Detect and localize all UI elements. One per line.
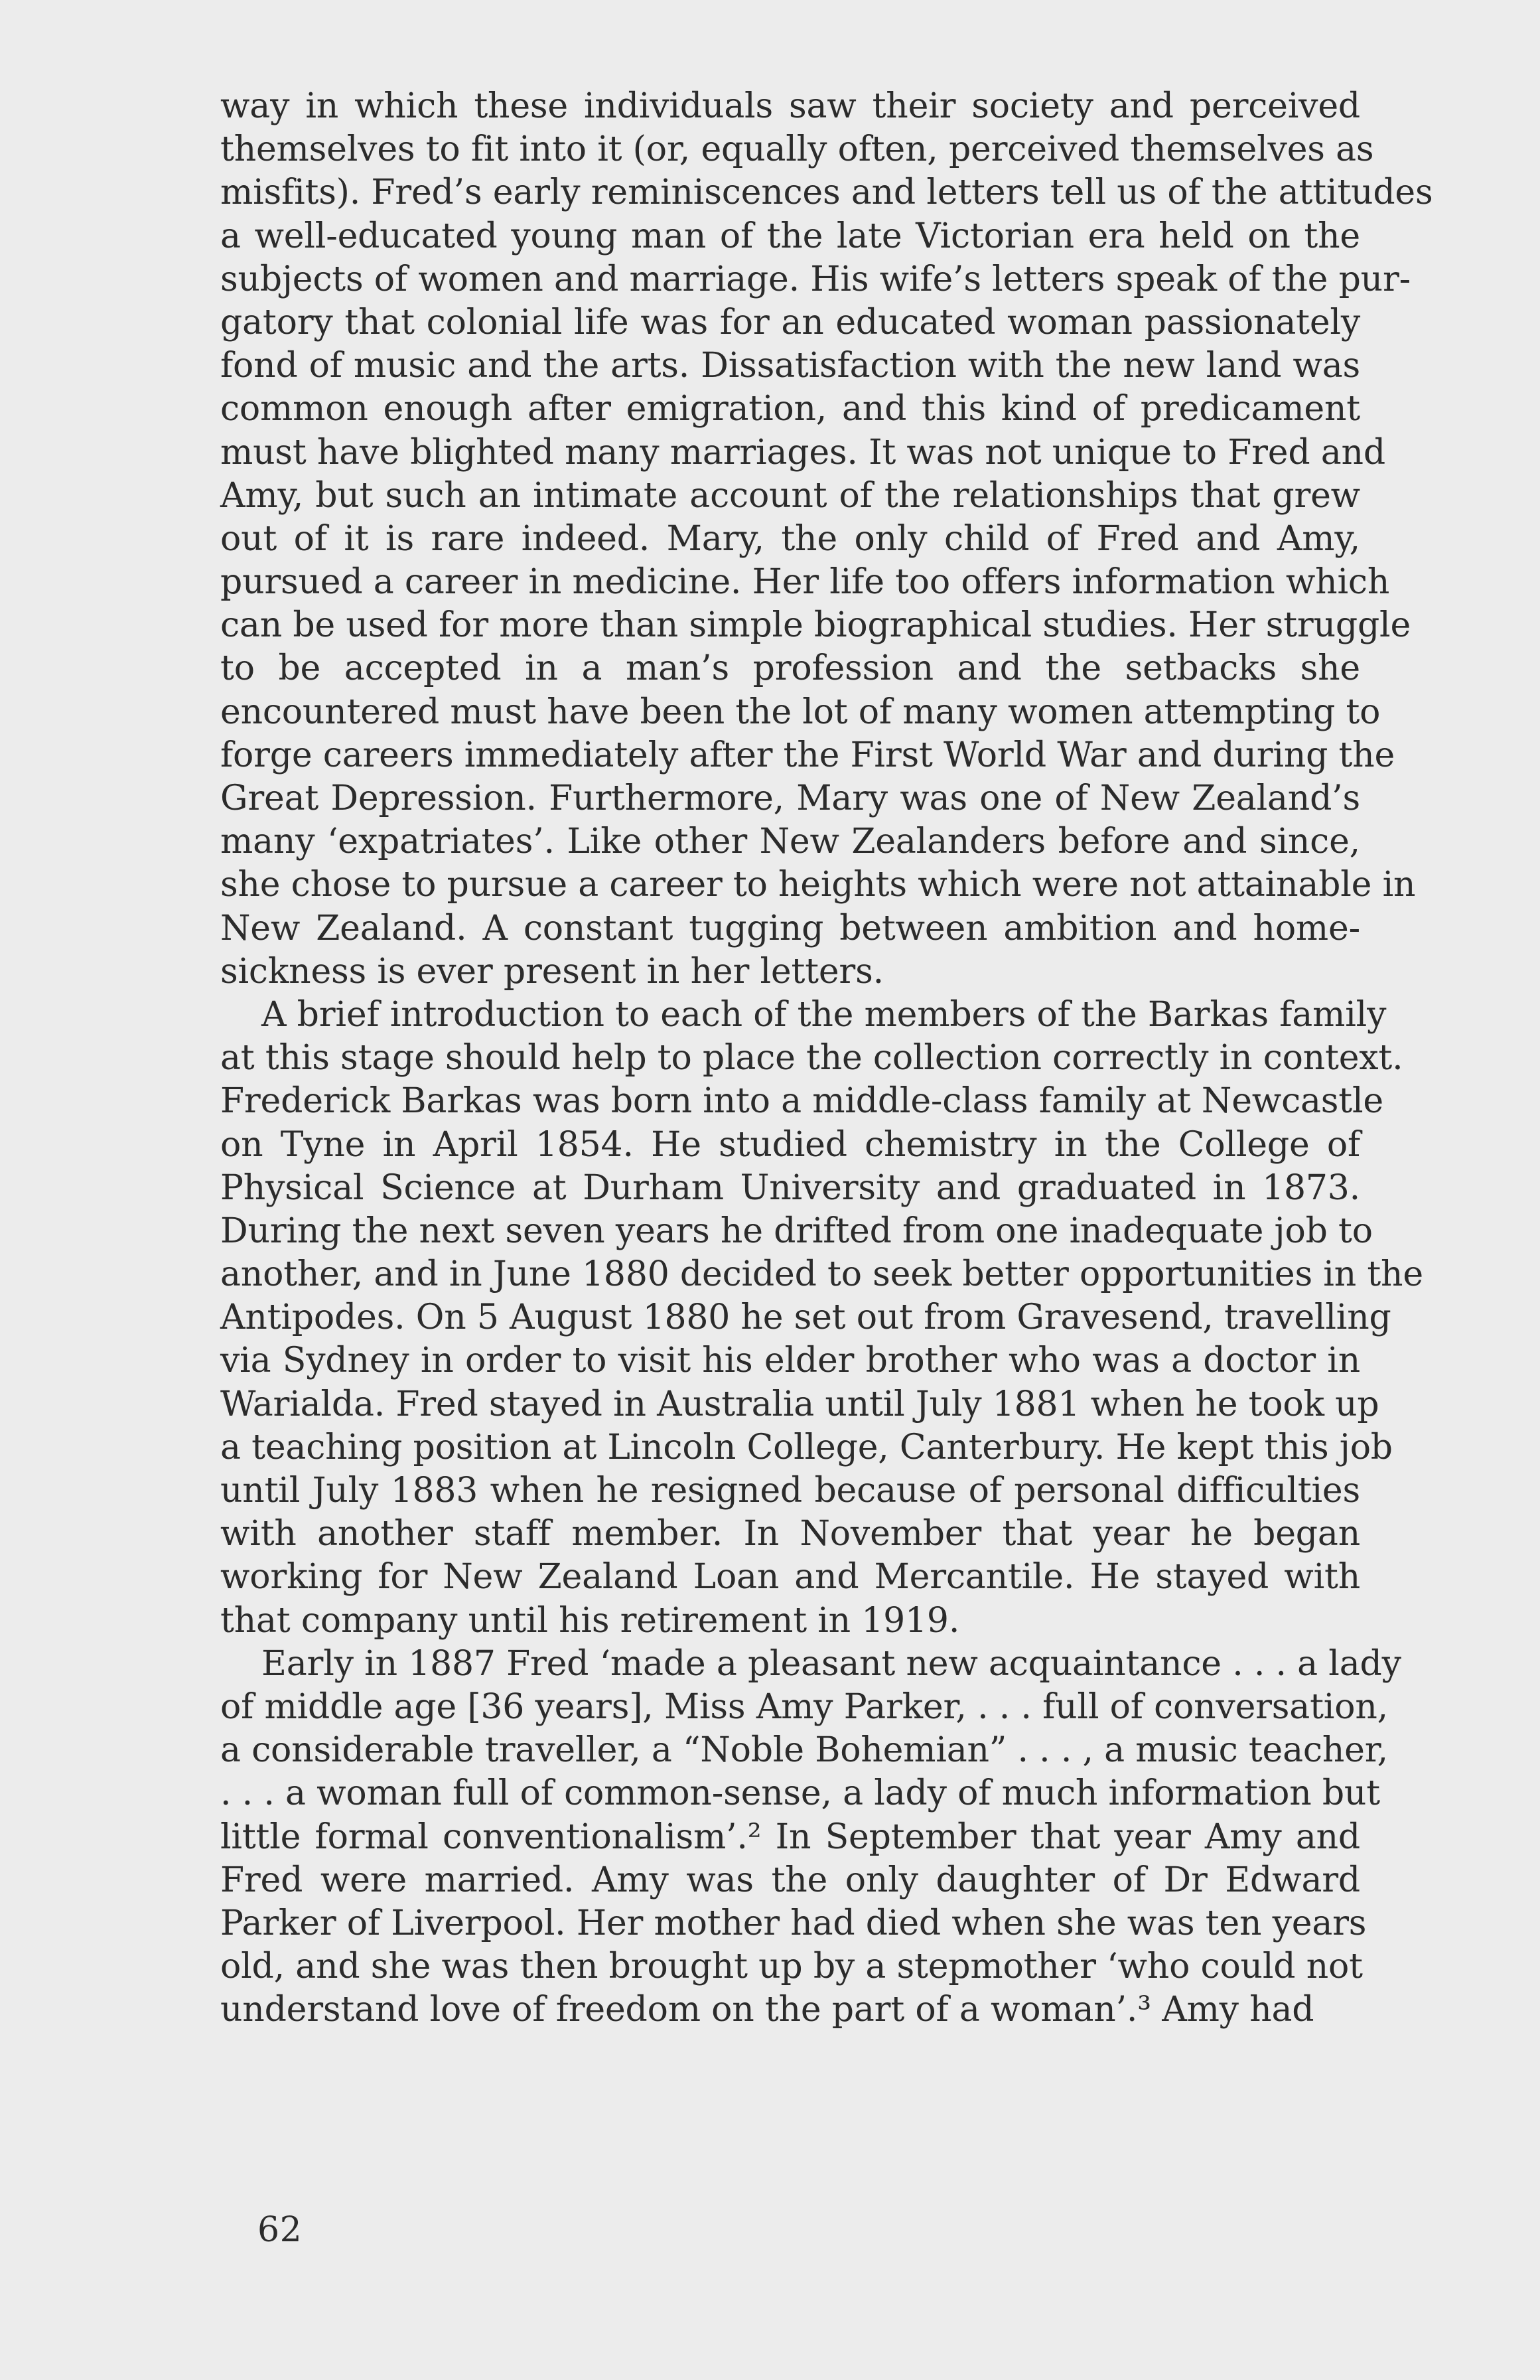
text-line: at this stage should help to place the collection correctly in context. <box>220 1038 1403 1078</box>
paragraph <box>220 85 1433 994</box>
text-line: A brief introduction to each of the members of the Barkas family <box>261 994 1387 1035</box>
text-line: forge careers immediately after the First World War and during the <box>220 735 1395 775</box>
text-line: gatory that colonial life was for an educated woman passionately <box>220 302 1360 342</box>
text-line: of middle age [36 years], Miss Amy Parker, . . . full of conversation, <box>220 1686 1388 1727</box>
text-line: misfits). Fred’s early reminiscences and letters tell us of the attitudes <box>220 173 1433 213</box>
text-line: understand love of freedom on the part of a woman’.³ Amy had <box>220 1990 1314 2030</box>
text-line: Warialda. Fred stayed in Australia until July 1881 when he took up <box>220 1384 1379 1424</box>
page-number: 62 <box>257 2210 303 2250</box>
text-line: pursued a career in medicine. Her life too offers information which <box>220 562 1390 603</box>
text-line: . . . a woman full of common-sense, a lady of much information but <box>220 1773 1380 1814</box>
text-line: Antipodes. On 5 August 1880 he set out from Gravesend, travelling <box>220 1298 1391 1338</box>
text-line: sickness is ever present in her letters. <box>220 951 884 992</box>
text-line: to be accepted in a man’s profession and the setbacks she <box>220 648 1360 689</box>
text-line: she chose to pursue a career to heights which were not attainable in <box>220 865 1416 905</box>
text-line: with another staff member. In November that year he began <box>220 1514 1360 1554</box>
text-line: old, and she was then brought up by a stepmother ‘who could not <box>220 1947 1363 1987</box>
paragraph <box>220 1643 1401 2032</box>
text-line: can be used for more than simple biographical studies. Her struggle <box>220 605 1411 646</box>
text-line: a well-educated young man of the late Victorian era held on the <box>220 216 1360 256</box>
text-line: that company until his retirement in 1919. <box>220 1600 960 1641</box>
paragraphs <box>220 85 1433 2032</box>
text-line: Early in 1887 Fred ‘made a pleasant new acquaintance . . . a lady <box>261 1643 1401 1684</box>
text-line: themselves to fit into it (or, equally often, perceived themselves as <box>220 129 1374 170</box>
text-line: encountered must have been the lot of many women attempting to <box>220 692 1381 732</box>
paragraph <box>220 994 1423 1643</box>
text-line: working for New Zealand Loan and Mercantile. He stayed with <box>220 1557 1360 1598</box>
text-line: many ‘expatriates’. Like other New Zealanders before and since, <box>220 822 1360 862</box>
text-line: until July 1883 when he resigned because of personal difficulties <box>220 1471 1360 1511</box>
text-line: a considerable traveller, a “Noble Bohemian” . . . , a music teacher, <box>220 1730 1388 1771</box>
text-line: common enough after emigration, and this kind of predicament <box>220 389 1360 429</box>
text-line: Physical Science at Durham University and graduated in 1873. <box>220 1167 1360 1208</box>
text-line: little formal conventionalism’.² In September that year Amy and <box>220 1817 1360 1857</box>
text-line: on Tyne in April 1854. He studied chemistry in the College of <box>220 1124 1360 1165</box>
text-line: a teaching position at Lincoln College, Canterbury. He kept this job <box>220 1427 1393 1467</box>
text-line: Great Depression. Furthermore, Mary was one of New Zealand’s <box>220 779 1360 818</box>
body-text <box>220 85 1433 2032</box>
text-line: Parker of Liverpool. Her mother had died when she was ten years <box>220 1903 1367 1943</box>
text-line: Fred were married. Amy was the only daughter of Dr Edward <box>220 1860 1360 1900</box>
text-line: New Zealand. A constant tugging between ambition and home- <box>220 908 1360 948</box>
text-line: must have blighted many marriages. It was not unique to Fred and <box>220 432 1385 473</box>
text-line: via Sydney in order to visit his elder brother who was a doctor in <box>220 1341 1360 1381</box>
text-line: another, and in June 1880 decided to seek better opportunities in the <box>220 1254 1423 1295</box>
text-line: During the next seven years he drifted from one inadequate job to <box>220 1211 1373 1251</box>
text-line: subjects of women and marriage. His wife’s letters speak of the pur- <box>220 259 1411 299</box>
text-line: Frederick Barkas was born into a middle-class family at Newcastle <box>220 1081 1383 1122</box>
text-line: fond of music and the arts. Dissatisfaction with the new land was <box>220 346 1360 386</box>
text-line: Amy, but such an intimate account of the relationships that grew <box>220 475 1360 516</box>
text-line: out of it is rare indeed. Mary, the only child of Fred and Amy, <box>220 518 1360 559</box>
text-line: way in which these individuals saw their society and perceived <box>220 86 1360 126</box>
